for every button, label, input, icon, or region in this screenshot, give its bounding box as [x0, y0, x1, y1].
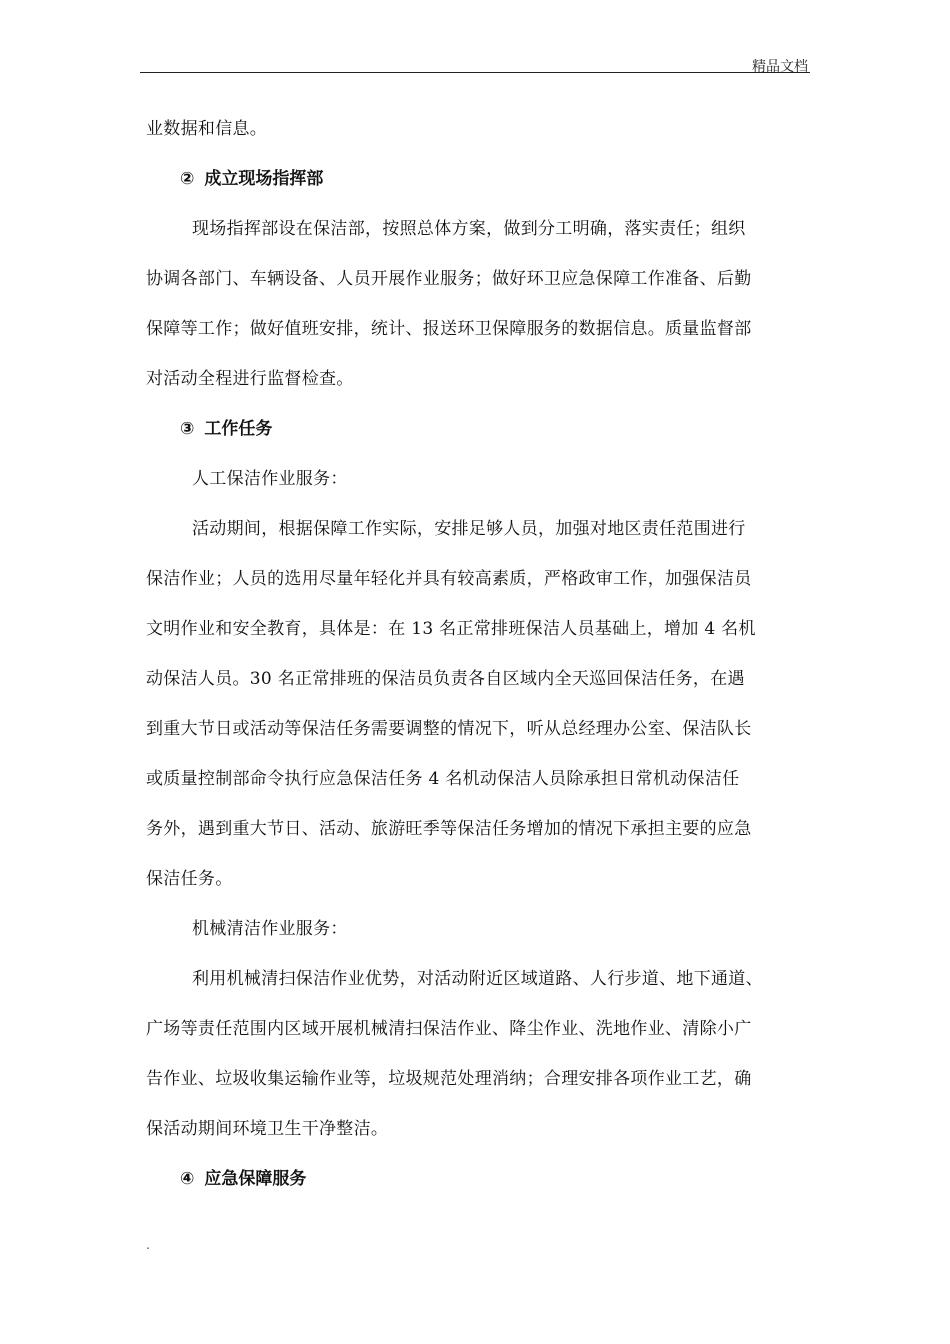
paragraph-line: 利用机械清扫保洁作业优势，对活动附近区域道路、人行步道、地下通道、	[192, 969, 763, 989]
section-heading	[146, 404, 812, 454]
section-number: ②	[180, 169, 195, 189]
paragraph-line: 广场等责任范围内区域开展机械清扫保洁作业、降尘作业、洗地作业、清除小广	[146, 1019, 752, 1039]
subheading-line: 人工保洁作业服务：	[192, 469, 348, 489]
header-divider	[140, 72, 810, 73]
paragraph-line: 协调各部门、车辆设备、人员开展作业服务；做好环卫应急保障工作准备、后勤	[146, 269, 752, 289]
paragraph-line: 保洁作业；人员的选用尽量年轻化并具有较高素质，严格政审工作，加强保洁员	[146, 569, 752, 589]
section-number: ③	[180, 419, 195, 439]
paragraph-line: 保洁任务。	[146, 869, 233, 889]
paragraph-line: 动保洁人员。30 名正常排班的保洁员负责各自区域内全天巡回保洁任务，在遇	[146, 669, 745, 689]
document-body	[146, 104, 812, 1204]
section-heading	[146, 154, 812, 204]
section-title: 应急保障服务	[204, 1169, 307, 1189]
paragraph-line: 或质量控制部命令执行应急保洁任务 4 名机动保洁人员除承担日常机动保洁任	[146, 769, 740, 789]
paragraph-line: 务外，遇到重大节日、活动、旅游旺季等保洁任务增加的情况下承担主要的应急	[146, 819, 752, 839]
paragraph-line: 保活动期间环境卫生干净整洁。	[146, 1119, 389, 1139]
subheading-line: 机械清洁作业服务：	[192, 919, 348, 939]
section-title: 成立现场指挥部	[204, 169, 324, 189]
header-label: 精品文档	[752, 59, 808, 75]
section-heading	[146, 1154, 812, 1204]
paragraph-line: 到重大节日或活动等保洁任务需要调整的情况下，听从总经理办公室、保洁队长	[146, 719, 752, 739]
paragraph-line: 对活动全程进行监督检查。	[146, 369, 354, 389]
paragraph-line: 现场指挥部设在保洁部，按照总体方案，做到分工明确，落实责任；组织	[192, 219, 746, 239]
paragraph-line: 保障等工作；做好值班安排，统计、报送环卫保障服务的数据信息。质量监督部	[146, 319, 752, 339]
paragraph-line: 告作业、垃圾收集运输作业等，垃圾规范处理消纳；合理安排各项作业工艺，确	[146, 1069, 752, 1089]
paragraph-line: 文明作业和安全教育，具体是：在 13 名正常排班保洁人员基础上，增加 4 名机	[146, 619, 756, 639]
paragraph-line: 活动期间，根据保障工作实际，安排足够人员，加强对地区责任范围进行	[192, 519, 746, 539]
paragraph-line: 业数据和信息。	[146, 119, 268, 139]
footer-mark: .	[146, 1238, 150, 1252]
section-title: 工作任务	[204, 419, 273, 439]
section-number: ④	[180, 1169, 195, 1189]
